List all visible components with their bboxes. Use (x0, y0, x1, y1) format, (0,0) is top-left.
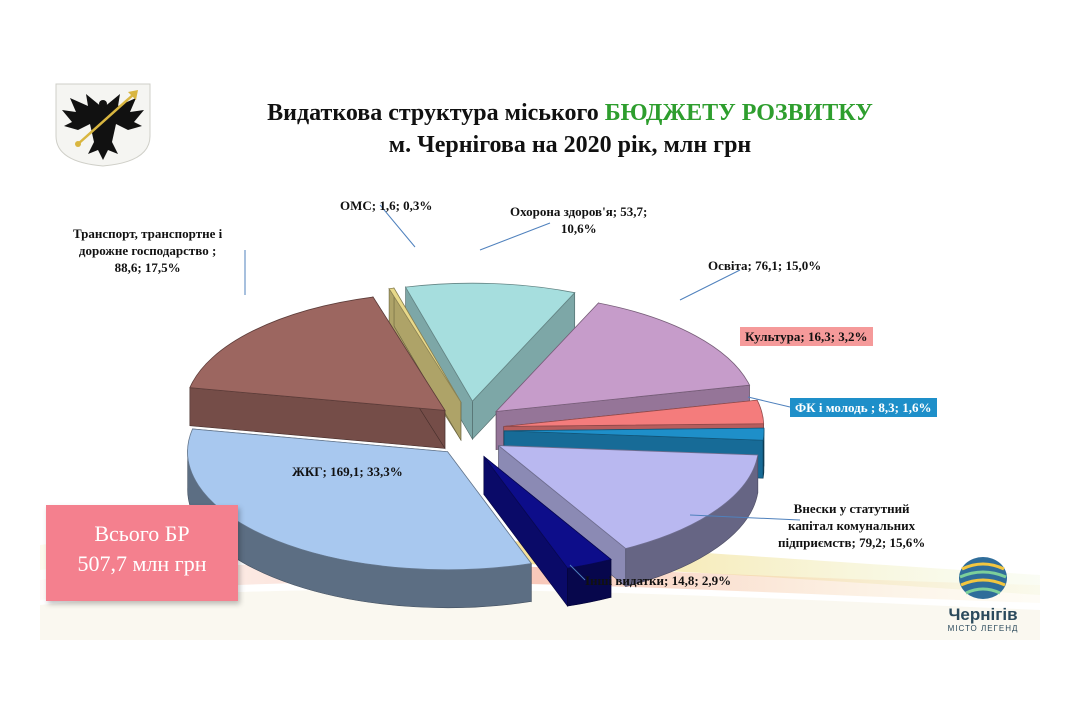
leader-line-3 (680, 270, 740, 300)
slice-label-7: Інші видатки; 14,8; 2,9% (585, 573, 732, 588)
slice-label-3: Освіта; 76,1; 15,0% (708, 258, 822, 273)
total-line2: 507,7 млн грн (77, 551, 207, 576)
slice-label-8: ЖКГ; 169,1; 33,3% (292, 464, 403, 479)
logo-motto: МІСТО ЛЕГЕНД (947, 624, 1019, 633)
pie-slice-8 (188, 429, 532, 608)
title-line1-prefix: Видаткова структура міського (267, 100, 605, 126)
total-line1: Всього БР (94, 521, 190, 546)
logo-city-name: Чернігів (948, 605, 1018, 624)
slice-label-2: Охорона здоров'я; 53,7; 10,6% (510, 204, 648, 236)
city-logo (928, 555, 1038, 635)
slice-label-5: ФК і молодь ; 8,3; 1,6% (790, 398, 937, 417)
slice-label-4: Культура; 16,3; 3,2% (740, 327, 873, 346)
slice-label-1: ОМС; 1,6; 0,3% (340, 198, 433, 213)
yarn-ball-icon (954, 555, 1012, 601)
title-line2: м. Чернігова на 2020 рік, млн грн (388, 132, 752, 158)
slice-label-6: Внески у статутний капітал комунальних підприємств; 79,2; 15,6% (778, 501, 926, 550)
slice-label-9: Транспорт, транспортне і дорожне господарство ; 88,6; 17,5% (73, 226, 223, 275)
title-line1-accent: БЮДЖЕТУ РОЗВИТКУ (604, 100, 873, 126)
total-box (46, 505, 238, 601)
slide (40, 75, 1040, 640)
